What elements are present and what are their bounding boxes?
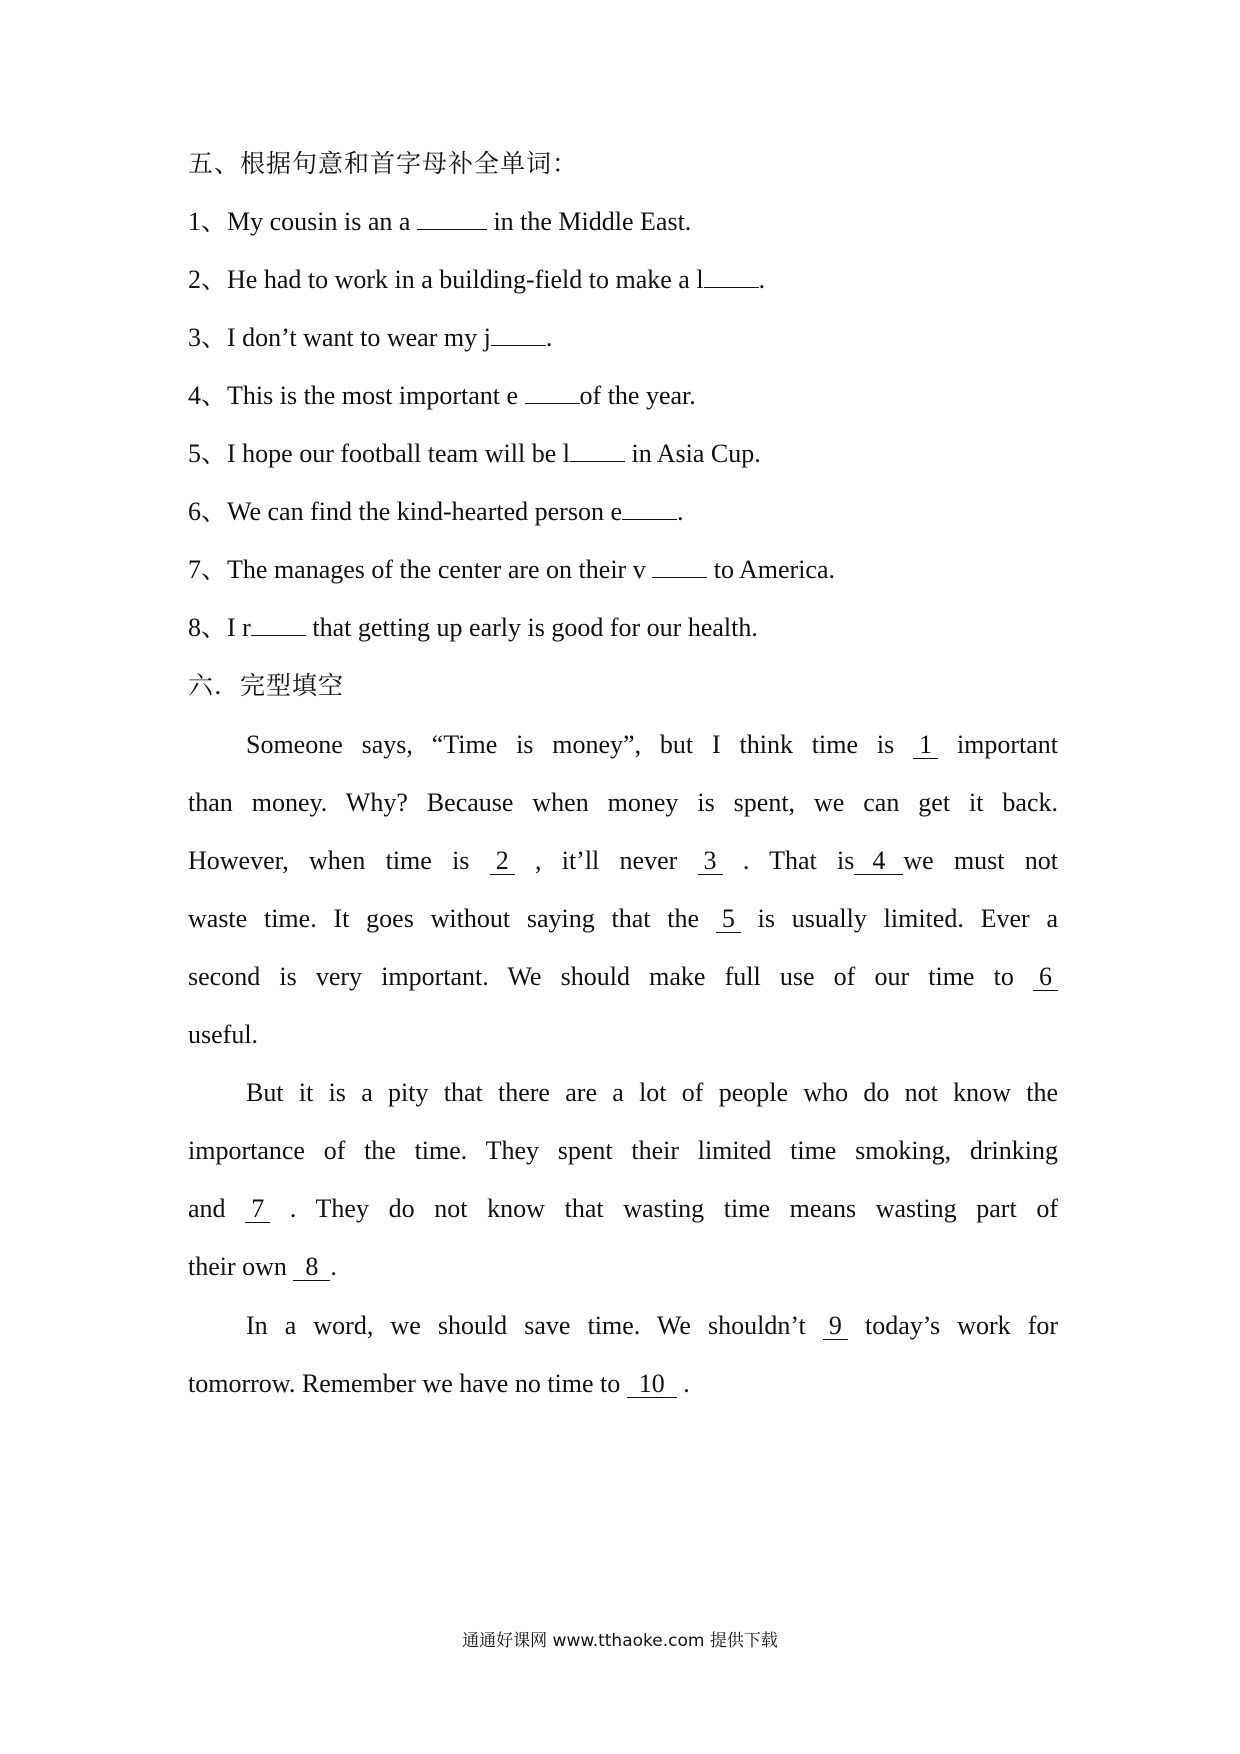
passage-line	[246, 1310, 1058, 1342]
item-text-after: of the year.	[579, 381, 696, 410]
cloze-blank-2[interactable]: 2	[490, 848, 515, 875]
item-text-before: I hope our football team will be l	[227, 439, 570, 468]
passage-line	[188, 1019, 1058, 1051]
answer-blank[interactable]	[704, 265, 759, 288]
passage-text: second is very important. We should make full use of our time to	[188, 962, 1014, 991]
exercise-item-6	[188, 496, 1058, 528]
answer-blank[interactable]	[570, 439, 625, 462]
passage-line	[246, 1077, 1058, 1109]
passage-text: However, when time is	[188, 846, 470, 875]
cloze-blank-3[interactable]: 3	[698, 848, 723, 875]
passage-text: their own	[188, 1252, 287, 1281]
passage-text: , it’ll never	[534, 846, 678, 875]
cloze-blank-9[interactable]: 9	[823, 1313, 848, 1340]
cloze-blank-1[interactable]: 1	[913, 732, 938, 759]
section-5-heading: 五、根据句意和首字母补全单词：	[188, 149, 579, 178]
item-number: 2、	[188, 265, 228, 294]
page-footer: 通通好课网 www.tthaoke.com 提供下载	[462, 1631, 778, 1651]
item-number: 4、	[188, 381, 228, 410]
passage-text: waste time. It goes without saying that the	[188, 904, 700, 933]
answer-blank[interactable]	[491, 323, 546, 346]
passage-text: In a word, we should save time. We shouldn’t	[246, 1311, 806, 1340]
item-number: 7、	[188, 555, 228, 584]
passage-text: useful.	[188, 1020, 259, 1049]
passage-text: But it is a pity that there are a lot of people who do not know the	[246, 1078, 1058, 1107]
answer-blank[interactable]	[525, 381, 580, 404]
item-number: 6、	[188, 497, 228, 526]
answer-blank[interactable]	[251, 613, 306, 636]
passage-text: than money. Why? Because when money is spent, we can get it back.	[188, 788, 1058, 817]
exercise-item-4	[188, 380, 1058, 412]
passage-line	[188, 845, 1058, 877]
item-text-before: My cousin is an a	[227, 207, 417, 236]
passage-line	[188, 787, 1058, 819]
passage-line	[188, 903, 1058, 935]
item-text-before: The manages of the center are on their v	[227, 555, 653, 584]
item-text-after: .	[545, 323, 553, 352]
answer-blank[interactable]	[652, 555, 707, 578]
answer-blank[interactable]	[417, 207, 487, 230]
passage-line	[188, 1193, 1058, 1225]
passage-line	[188, 961, 1058, 993]
passage-text: importance of the time. They spent their limited time smoking, drinking	[188, 1136, 1058, 1165]
passage-text: Someone says, “Time is money”, but I think time is	[246, 730, 895, 759]
passage-text: and	[188, 1194, 226, 1223]
passage-line	[188, 1135, 1058, 1167]
passage-text: we must not	[903, 846, 1058, 875]
exercise-item-2	[188, 264, 1058, 296]
passage-text: today’s work for	[864, 1311, 1059, 1340]
passage-text: tomorrow. Remember we have no time to	[188, 1369, 621, 1398]
item-text-after: in Asia Cup.	[624, 439, 761, 468]
item-text-after: that getting up early is good for our health.	[305, 613, 758, 642]
passage-text: important	[956, 730, 1059, 759]
exercise-item-5	[188, 438, 1058, 470]
exercise-item-3	[188, 322, 1058, 354]
cloze-blank-4[interactable]: 4	[854, 848, 903, 875]
item-text-before: I r	[227, 613, 251, 642]
passage-text: . They do not know that wasting time means wasting part of	[289, 1194, 1058, 1223]
exercise-item-7	[188, 554, 1058, 586]
cloze-blank-5[interactable]: 5	[716, 906, 741, 933]
cloze-blank-10[interactable]: 10	[627, 1371, 677, 1398]
cloze-blank-7[interactable]: 7	[245, 1196, 270, 1223]
item-text-after: .	[676, 497, 684, 526]
section-6-heading: 六．完型填空	[188, 671, 345, 700]
passage-line	[188, 1368, 1058, 1400]
cloze-blank-6[interactable]: 6	[1033, 964, 1058, 991]
item-number: 3、	[188, 323, 228, 352]
passage-text: .	[683, 1369, 690, 1398]
item-number: 8、	[188, 613, 228, 642]
cloze-blank-8[interactable]: 8	[293, 1254, 330, 1281]
item-text-before: I don’t want to wear my j	[227, 323, 491, 352]
passage-line	[188, 1251, 1058, 1283]
item-number: 5、	[188, 439, 228, 468]
item-text-before: This is the most important e	[227, 381, 525, 410]
item-text-after: .	[758, 265, 766, 294]
answer-blank[interactable]	[622, 497, 677, 520]
exercise-item-1	[188, 206, 1058, 238]
item-number: 1、	[188, 207, 228, 236]
item-text-after: in the Middle East.	[486, 207, 692, 236]
item-text-after: to America.	[707, 555, 836, 584]
passage-text: . That is	[742, 846, 855, 875]
passage-text: is usually limited. Ever a	[757, 904, 1059, 933]
passage-line	[246, 729, 1058, 761]
exercise-item-8	[188, 612, 1058, 644]
passage-text: .	[330, 1252, 337, 1281]
item-text-before: He had to work in a building-field to make a l	[227, 265, 704, 294]
item-text-before: We can find the kind-hearted person e	[227, 497, 622, 526]
